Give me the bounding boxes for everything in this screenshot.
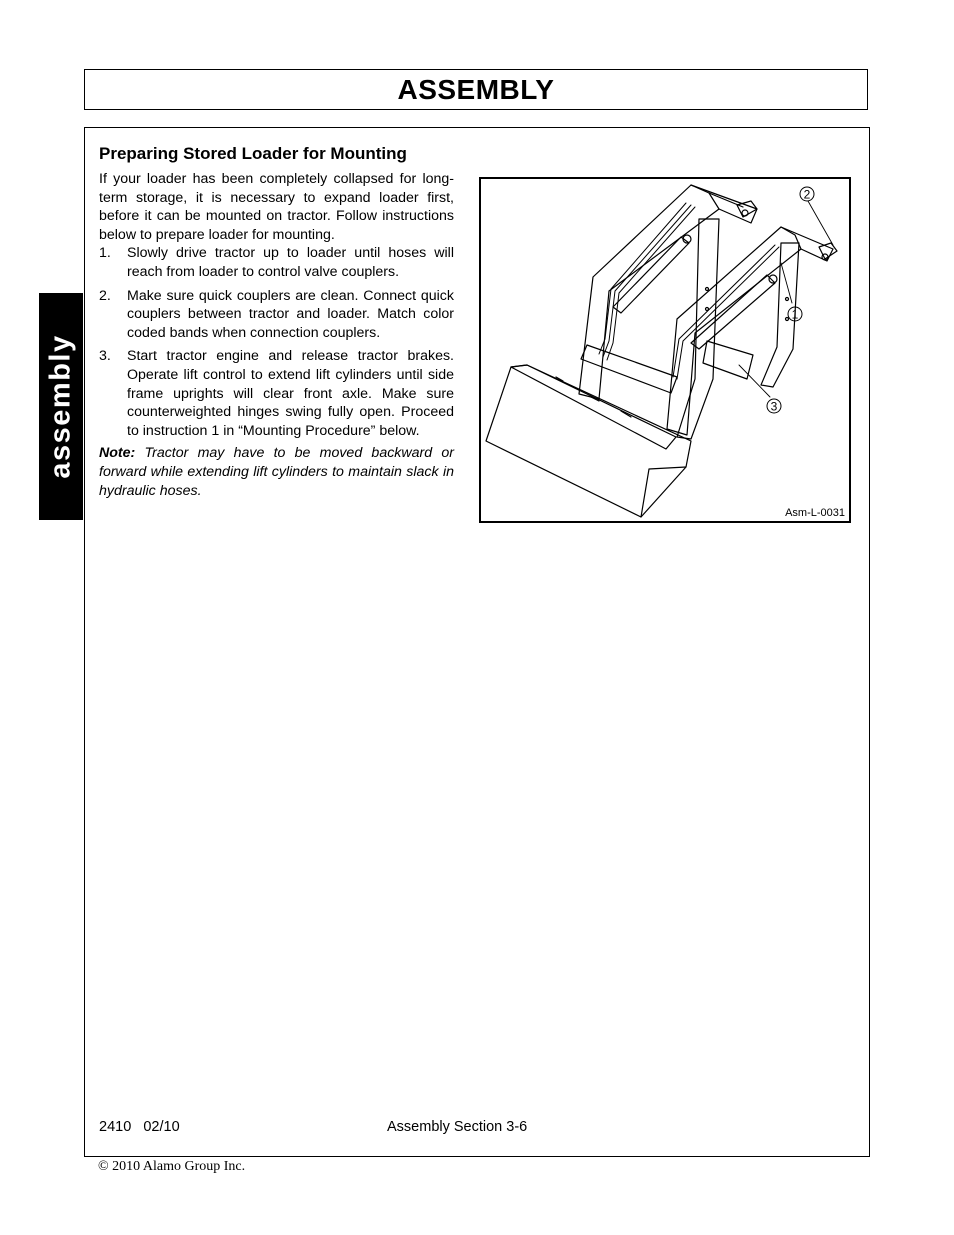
- note-text: Tractor may have to be moved backward or forward while extending lift cylinders to maintain slack in hydraulic hoses.: [99, 445, 454, 499]
- side-tab: [39, 293, 83, 520]
- callout-leader-2: [808, 201, 833, 245]
- list-item: [99, 244, 454, 281]
- step-number: 2.: [99, 287, 111, 304]
- figure-code: Asm-L-0031: [785, 507, 845, 519]
- note: [99, 444, 454, 500]
- left-upper-arm: [691, 185, 757, 223]
- text-column: [99, 144, 454, 500]
- bucket-inner: [511, 365, 676, 449]
- left-lift-cylinder: [613, 237, 689, 313]
- copyright: © 2010 Alamo Group Inc.: [98, 1159, 246, 1174]
- footer-section: Assembly Section 3-6: [387, 1119, 528, 1135]
- callout-number: 2: [803, 187, 811, 202]
- step-text: Make sure quick couplers are clean. Connect quick couplers between tractor and loader. Match color coded bands when connection couplers.: [127, 287, 454, 341]
- cross-tube: [581, 345, 677, 393]
- steps-list: [99, 244, 454, 440]
- loader-illustration: [481, 179, 849, 521]
- callout-leader-3: [739, 365, 770, 397]
- loader-figure: [479, 177, 851, 523]
- note-label: Note:: [99, 445, 136, 462]
- intro-paragraph: If your loader has been completely collapsed for long-term storage, it is necessary to expand loader first, before it can be mounted on tractor. Follow instructions below to prepare loader for mounting.: [99, 171, 454, 243]
- page-header: [84, 69, 868, 110]
- counterweight-hinge: [703, 341, 753, 379]
- step-text: Slowly drive tractor up to loader until hoses will reach from loader to control valve couplers.: [127, 245, 454, 280]
- step-text: Start tractor engine and release tractor brakes. Operate lift control to extend lift cylinders until side frame uprights will clear front axle. Make sure counterweighted hinges swing fully open. Proceed to instruction 1 in “Mounting Procedure” below.: [127, 348, 454, 439]
- left-upright: [677, 219, 719, 439]
- callout-number: 1: [791, 307, 799, 322]
- side-tab-label: assembly: [44, 334, 77, 479]
- footer-model-date: 2410 02/10: [99, 1119, 180, 1135]
- content-box: [84, 127, 870, 1157]
- step-number: 3.: [99, 348, 111, 365]
- section-heading: Preparing Stored Loader for Mounting: [99, 144, 407, 163]
- bucket-outline: [486, 365, 691, 517]
- list-item: [99, 287, 454, 343]
- list-item: [99, 347, 454, 440]
- callout-number: 3: [770, 399, 778, 414]
- page-title: ASSEMBLY: [397, 73, 555, 105]
- step-number: 1.: [99, 245, 111, 262]
